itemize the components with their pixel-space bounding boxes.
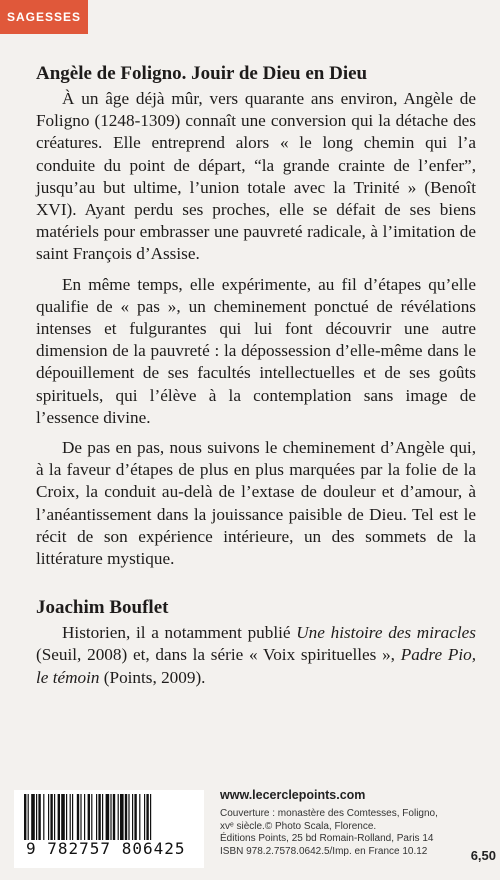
author-name: Joachim Bouflet [36,597,169,619]
barcode-digits: 9 782757 806425 [26,839,186,858]
cover-credits [220,808,480,858]
credit-line-1: Couverture : monastère des Comtesses, Foligno, [220,808,438,819]
bio-intro: Historien, il a notamment publié [62,623,297,643]
publisher-website[interactable]: www.lecerclepoints.com [220,788,366,802]
credit-line-3: Éditions Points, 25 bd Romain-Rolland, Paris 14 [220,833,434,844]
bio-middle: (Seuil, 2008) et, dans la série « Voix spirituelles », [36,645,401,665]
bio-end: (Points, 2009). [99,667,206,687]
credit-line-4: ISBN 978.2.7578.0642.5/Imp. en France 10.12 [220,845,428,857]
bio-book-1: Une histoire des miracles [296,623,476,643]
description-paragraph-3: De pas en pas, nous suivons le cheminement d’Angèle qui, à la faveur d’étapes de plus en plus marquées par la folie de la Croix, la conduit au-delà de l’extase de douleur et d’amour, à l’anéantissement dans la jouissance paisible de Dieu. Tel est le récit de son expérience intérieure, un des sommets de la littérature mystique. [36,438,476,569]
description-paragraph-1: À un âge déjà mûr, vers quarante ans environ, Angèle de Foligno (1248-1309) connaît une conversion qui la détache des créatures. Elle entreprend alors « le long chemin qui l’a conduite du point de départ, “la grande crainte de l’enfer”, jusqu’au but ultime, l’union totale avec la Trinité » (Benoît XVI). Ayant perdu ses proches, elle se défait de ses biens matériels pour embrasser une pauvreté radicale, à l’imitation de saint François d’Assise. [36,89,476,264]
description-paragraph-2: En même temps, elle expérimente, au fil d’étapes qu’elle qualifie de « pas », un cheminement ponctué de révélations intenses et fulgurantes qui lui font découvrir une autre dimension de la pauvreté : la dépossession d’elle-même dans le dépouillement de ses facultés intellectuelles et de ses goûts spirituels, qui l’élève à la contemplation sans image de l’essence divine. [36,274,476,427]
isbn-barcode [14,790,204,868]
credit-line-2: xvᵉ siècle.© Photo Scala, Florence. [220,820,377,832]
series-badge: SAGESSES [0,0,88,34]
author-bio [36,622,476,689]
back-cover-text [36,62,476,689]
barcode-bars [24,794,196,840]
price-label: 6,50 [470,848,496,863]
book-title: Angèle de Foligno. Jouir de Dieu en Dieu [36,63,368,84]
bio-book-2: Padre Pio, le témoin [36,645,476,687]
